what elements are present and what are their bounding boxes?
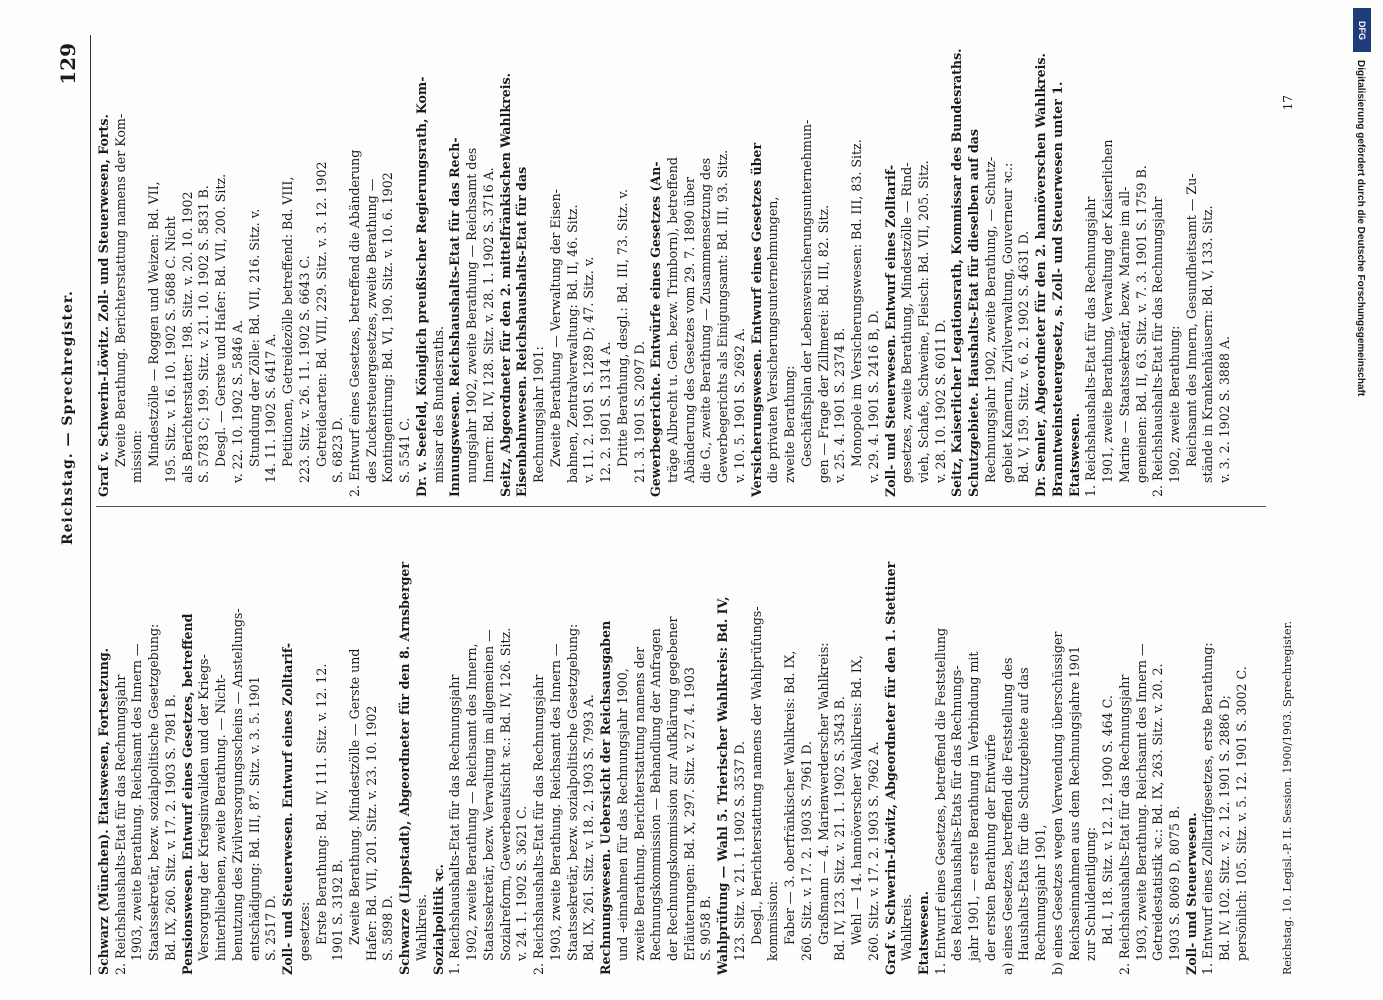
left-column	[96, 515, 1266, 975]
register-line: Erste Berathung: Bd. IV, 111. Sitz. v. 12. 12.	[313, 663, 329, 945]
page-header	[50, 35, 91, 975]
register-line: Innungswesen. Reichshaushalts-Etat für das Rech-	[447, 137, 463, 497]
register-line: der ersten Berathung der Entwürfe	[982, 734, 998, 961]
register-line: Rechnungsjahr 1901,	[1033, 824, 1049, 961]
register-line: Graf v. Schwerin-Löwitz. Zoll- und Steuerwesen, Forts.	[96, 114, 111, 497]
register-line: 1903, zweite Berathung. Reichsamt des Innern —	[129, 643, 145, 961]
register-line: Abänderung des Gesetzes vom 29. 7. 1890 über	[681, 176, 697, 483]
register-line: v. 28. 10. 1902 S. 6011 D.	[932, 319, 948, 483]
register-line: Wahlkreis.	[899, 893, 915, 961]
register-line: Desgl. — Gerste und Hafer: Bd. VII, 200. Sitz.	[213, 173, 229, 467]
register-line: Staatssekretär, bezw. sozialpolitische Gesetzgebung:	[146, 623, 162, 961]
register-line: als Berichterstatter: 198. Sitz. v. 20. 10. 1902	[179, 191, 195, 483]
register-line: zweite Berathung. Berichterstattung namens der	[631, 646, 647, 961]
register-line: Hafer: Bd. VII, 201. Sitz. v. 23. 10. 1902	[363, 705, 379, 961]
register-line: Schwarze (Lippstadt), Abgeordneter für den 8. Arnsberger	[397, 561, 413, 975]
register-line: vieh, Schafe, Schweine, Fleisch: Bd. VII, 205. Sitz.	[915, 160, 931, 483]
register-line: 260. Sitz. v. 17. 2. 1903 S. 7962 A.	[865, 741, 881, 961]
register-line: nungsjahr 1902, zweite Berathung — Reichsamt des	[464, 147, 480, 483]
register-line: Bd. IX, 261. Sitz. v. 18. 2. 1903 S. 7993 A.	[581, 694, 597, 961]
register-line: 260. Sitz. v. 17. 2. 1903 S. 7961 D.	[798, 740, 814, 961]
dfg-sidebar	[1351, 8, 1377, 988]
register-line: persönlich: 105. Sitz. v. 5. 12. 1901 S. 3002 C.	[1233, 666, 1249, 961]
register-line: des Reichshaushalts-Etats für das Rechnungs-	[949, 665, 965, 961]
rotated-register-page	[50, 35, 1340, 975]
register-line: Sozialreform, Gewerbeaufsicht ꝛc.: Bd. IV, 126. Sitz.	[497, 627, 513, 961]
page-number: 129	[56, 43, 80, 85]
register-line: Zoll- und Steuerwesen. Entwurf eines Zolltarif-	[280, 642, 296, 975]
register-line: Rechnungswesen. Uebersicht der Reichsausgaben	[598, 620, 614, 975]
register-line: Rechnungsjahr 1902, zweite Berathung, — Schutz-	[982, 156, 998, 483]
register-line: 1901, zweite Berathung, Verwaltung der Kaiserlichen	[1100, 139, 1116, 483]
register-line: a) eines Gesetzes, betreffend die Feststellung des	[999, 657, 1015, 975]
register-line: Getreidestatistik ꝛc.: Bd. IX, 263. Sitz. v. 20. 2.	[1150, 663, 1166, 961]
register-line: Zoll- und Steuerwesen. Entwurf eines Zolltarif-	[882, 164, 898, 497]
register-line: S. 5541 C.	[397, 417, 413, 483]
register-line: die G., zweite Berathung — Zusammensetzung des	[698, 157, 714, 483]
register-line: Getreidearten: Bd. VIII, 229. Sitz. v. 3. 12. 1902	[313, 161, 329, 467]
register-line: bahnen, Zentralverwaltung: Bd. II, 46. Sitz.	[564, 204, 580, 483]
register-line: 12. 2. 1901 S. 1314 A.	[598, 341, 614, 483]
register-line: Gewerbegerichte. Entwürfe eines Gesetzes (An-	[648, 161, 664, 497]
register-line: Schwarz (München). Etatswesen, Fortsetzung.	[96, 647, 111, 975]
register-line: Etatswesen.	[1066, 413, 1082, 497]
register-line: S. 2517 D.	[263, 895, 279, 961]
register-line: Sozialpolitik ꝛc.	[430, 864, 446, 975]
register-line: entschädigung: Bd. III, 87. Sitz. v. 3. 5. 1901	[246, 676, 262, 961]
register-line: gen — Frage der Zillmerei: Bd. III, 82. Sitz.	[815, 204, 831, 483]
register-line: Zoll- und Steuerwesen.	[1183, 812, 1199, 975]
register-line: 2. Reichshaushalts-Etat für das Rechnungsjahr	[1116, 674, 1132, 975]
register-line: 1. Reichshaushalts-Etat für das Rechnungsjahr	[1083, 196, 1099, 497]
register-line: Zweite Berathung — Verwaltung der Eisen-	[547, 189, 563, 467]
register-line: Desgl., Berichterstattung namens der Wahlprüfungs-	[748, 606, 764, 945]
register-line: 1. Entwurf eines Zolltarifgesetzes, erste Berathung:	[1200, 642, 1216, 975]
register-line: gemeinen: Bd. II, 63. Sitz. v. 7. 3. 1901 S. 1759 B.	[1133, 165, 1149, 483]
register-line: v. 25. 4. 1901 S. 2374 B.	[832, 327, 848, 483]
register-line: Versicherungswesen. Entwurf eines Gesetzes über	[748, 142, 764, 497]
register-line: Monopole im Versicherungswesen: Bd. III, 83. Sitz.	[849, 139, 865, 467]
register-line: Reichsamt des Innern, Gesundheitsamt — Zu-	[1183, 173, 1199, 467]
register-line: 123. Sitz. v. 21. 1. 1902 S. 3537 D.	[731, 740, 747, 961]
register-line: Bd. V, 159. Sitz. v. 6. 2. 1902 S. 4631 D.	[1016, 230, 1032, 483]
register-line: Mindestzölle — Roggen und Weizen: Bd. VII,	[146, 181, 162, 467]
register-line: Innern: Bd. IV, 128. Sitz. v. 28. 1. 1902 S. 3716 A.	[480, 167, 496, 483]
register-line: Staatssekretär, bezw. sozialpolitische Gesetzgebung:	[564, 623, 580, 961]
register-line: 1901 S. 3192 B.	[330, 859, 346, 961]
dfg-caption: Digitalisierung gefördert durch die Deutsche Forschungsgemeinschaft	[1355, 60, 1366, 397]
sheet-signature: 17	[1281, 95, 1295, 111]
register-line: gesetzes:	[296, 901, 312, 961]
register-line: v. 24. 1. 1902 S. 3621 C.	[514, 805, 530, 961]
register-line: Haushalts-Etats für die Schutzgebiete auf das	[1016, 667, 1032, 961]
register-line: v. 29. 4. 1901 S. 2416 B, D.	[865, 310, 881, 483]
register-line: Bd. I, 18. Sitz. v. 12. 12. 1900 S. 464 C.	[1100, 695, 1116, 945]
register-line: Dritte Berathung, desgl.: Bd. III, 73. Sitz. v.	[614, 188, 630, 467]
register-line: und -einnahmen für das Rechnungsjahr 1900,	[614, 668, 630, 961]
register-line: Versorgung der Kriegsinvaliden und der Kriegs-	[196, 654, 212, 961]
register-line: Rechnungskommission — Behandlung der Anfragen	[648, 628, 664, 961]
register-line: 1903 S. 8069 D, 8075 B.	[1167, 805, 1182, 961]
register-line: Seitz, Kaiserlicher Legationsrath, Kommissar des Bundesraths.	[949, 48, 965, 497]
register-line: jahr 1901, — erste Berathung in Verbindung mit	[966, 651, 982, 961]
register-line: Eisenbahnwesen. Reichshaushalts-Etat für das	[514, 166, 530, 497]
register-line: 2. Reichshaushalts-Etat für das Rechnungsjahr	[112, 674, 128, 975]
register-line: Etatswesen.	[915, 891, 931, 975]
register-line: Wahlkreis.	[413, 893, 429, 961]
register-line: gesetzes, zweite Berathung, Mindestzölle — Rind-	[899, 162, 915, 483]
register-line: Marine — Staatssekretär, bezw. Marine im all-	[1116, 186, 1132, 483]
register-line: des Zuckersteuergesetzes, zweite Berathung —	[363, 178, 379, 483]
register-line: Rechnungsjahr 1901:	[531, 346, 547, 483]
register-line: benutzung des Zivilversorgungsscheins — Anstellungs-	[229, 608, 245, 961]
register-line: v. 22. 10. 1902 S. 5846 A.	[229, 319, 245, 483]
page-footer	[1275, 35, 1315, 975]
register-line: 1903, zweite Berathung. Reichsamt des Innern —	[547, 643, 563, 961]
register-line: Reichseinnahmen aus dem Rechnungsjahre 1901	[1066, 646, 1082, 961]
register-line: Seitz, Abgeordneter für den 2. mittelfränkischen Wahlkreis.	[497, 72, 513, 497]
register-line: 21. 3. 1901 S. 2097 D.	[631, 341, 647, 483]
register-line: Bd. IX, 260. Sitz. v. 17. 2. 1903 S. 7981 B.	[162, 694, 178, 961]
register-line: S. 6823 D.	[330, 417, 346, 483]
register-line: mission:	[129, 430, 145, 483]
register-line: S. 9058 B.	[698, 895, 714, 961]
column-divider	[96, 506, 1266, 507]
register-line: Zweite Berathung. Berichterstattung namens der Kom-	[112, 113, 128, 467]
register-line: Kontingentirung: Bd. VI, 190. Sitz. v. 10. 6. 1902	[380, 172, 396, 483]
register-line: Graf v. Schwerin-Löwitz, Abgeordneter für den 1. Stettiner	[882, 561, 898, 975]
register-line: Dr. Semler, Abgeordneter für den 2. hannöverschen Wahlkreis.	[1033, 53, 1049, 497]
register-line: kommission:	[765, 880, 781, 961]
register-line: 2. Reichshaushalts-Etat für das Rechnungsjahr	[531, 674, 547, 975]
register-line: b) eines Gesetzes wegen Verwendung überschüssiger	[1049, 631, 1065, 975]
register-line: Erläuterungen: Bd. X, 297. Sitz. v. 27. 4. 1903	[681, 667, 697, 961]
register-line: träge Albrecht u. Gen. bezw. Trimborn), betreffend	[664, 157, 680, 483]
register-line: die privaten Versicherungsunternehmungen,	[765, 196, 781, 483]
register-line: Branntweinsteuergesetz, s. Zoll- und Steuerwesen unter 1.	[1049, 81, 1065, 497]
register-line: 1902, zweite Berathung — Reichsamt des Innern,	[464, 643, 480, 961]
register-line: 1903, zweite Berathung. Reichsamt des Innern —	[1133, 643, 1149, 961]
register-line: hinterbliebenen, zweite Berathung. — Nicht-	[213, 674, 229, 961]
register-line: missar des Bundesraths.	[430, 325, 446, 483]
register-line: S. 5898 D.	[380, 895, 396, 961]
register-line: Staatssekretär, bezw. Verwaltung im allgemeinen —	[480, 629, 496, 961]
register-line: 195. Sitz. v. 16. 10. 1902 S. 5688 C. Nicht	[162, 216, 178, 483]
register-line: Graßmann — 4. Marienwerderscher Wahlkreis:	[815, 642, 831, 945]
register-line: Faber — 3. oberfränkischer Wahlkreis: Bd. IX,	[782, 650, 798, 945]
register-line: v. 11. 2. 1901 S. 1289 D; 47. Sitz. v.	[581, 256, 597, 483]
register-line: Petitionen, Getreidezölle betreffend: Bd. VIII,	[280, 176, 296, 467]
register-line: v. 10. 5. 1901 S. 2692 A.	[731, 327, 747, 483]
register-line: zweite Berathung:	[782, 365, 798, 483]
right-column	[96, 37, 1266, 497]
register-line: Bd. IV, 123. Sitz. v. 21. 1. 1902 S. 3543 B.	[832, 696, 848, 961]
register-line: Wahlprüfung — Wahl 5. Trierischer Wahlkreis: Bd. IV,	[715, 596, 731, 975]
register-line: 1. Reichshaushalts-Etat für das Rechnungsjahr	[447, 674, 463, 975]
register-line: 2. Entwurf eines Gesetzes, betreffend die Abänderung	[347, 149, 363, 497]
register-line: v. 3. 2. 1902 S. 3888 A.	[1217, 335, 1233, 483]
register-line: 223. Sitz. v. 26. 11. 1902 S. 6643 C.	[296, 255, 312, 483]
register-line: Pensionswesen. Entwurf eines Gesetzes, betreffend	[179, 613, 195, 975]
footer-source: Reichstag. 10. Legisl.-P. II. Session. 1900/1903. Sprechregister.	[1281, 620, 1294, 975]
register-line: Wehl — 14. hannöverscher Wahlkreis: Bd. IX,	[849, 655, 865, 945]
register-line: 1902, zweite Berathung:	[1167, 325, 1182, 483]
register-line: Stundung der Zölle: Bd. VII, 216. Sitz. v.	[246, 208, 262, 467]
register-line: zur Schuldentilgung:	[1083, 826, 1099, 961]
header-title: Reichstag. — Sprechregister.	[60, 290, 76, 545]
register-line: 2. Reichshaushalts-Etat für das Rechnungsjahr	[1150, 196, 1166, 497]
register-line: der Rechnungskommission zur Aufklärung gegebener	[664, 616, 680, 961]
register-line: Schutzgebiete. Haushalts-Etat für dieselben auf das	[966, 129, 982, 497]
register-line: S. 5783 C; 199. Sitz. v. 21. 10. 1902 S. 5831 B.	[196, 185, 212, 483]
register-line: gebiet Kamerun, Zivilverwaltung, Gouverneur ꝛc.:	[999, 162, 1015, 483]
register-line: Geschäftsplan der Lebensversicherungsunternehmun-	[798, 119, 814, 467]
dfg-logo: DFG	[1353, 8, 1371, 52]
register-line: Bd. IV, 102. Sitz. v. 2. 12. 1901 S. 2886 D;	[1217, 695, 1233, 961]
register-line: Dr. v. Seefeld, Königlich preußischer Regierungsrath, Kom-	[413, 76, 429, 497]
register-line: stände in Krankenhäusern: Bd. V, 133. Sitz.	[1200, 205, 1216, 483]
register-line: 14. 11. 1902 S. 6417 A.	[263, 333, 279, 483]
register-line: Gewerbegerichts als Einigungsamt: Bd. III, 93. Sitz.	[715, 149, 731, 483]
register-line: Zweite Berathung. Mindestzölle — Gerste und	[347, 648, 363, 945]
register-line: 1. Entwurf eines Gesetzes, betreffend die Feststellung	[932, 627, 948, 975]
